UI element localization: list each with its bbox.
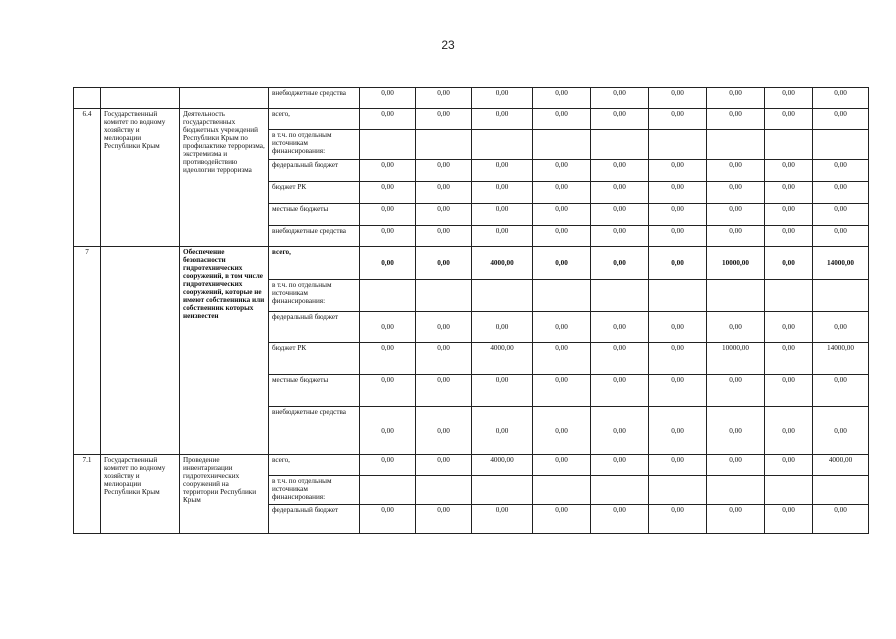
value-cell: 0,00 — [765, 109, 813, 130]
value-cell: 0,00 — [649, 247, 707, 280]
code-cell: 7 — [74, 247, 101, 455]
value-cell: 0,00 — [360, 247, 416, 280]
value-cell: 0,00 — [591, 88, 649, 109]
value-cell: 0,00 — [472, 160, 533, 182]
value-cell: 0,00 — [472, 407, 533, 455]
value-cell: 0,00 — [416, 226, 472, 247]
value-cell: 0,00 — [813, 88, 869, 109]
value-cell: 0,00 — [813, 407, 869, 455]
value-cell: 0,00 — [360, 109, 416, 130]
value-cell: 0,00 — [591, 226, 649, 247]
value-cell — [813, 476, 869, 505]
value-cell — [649, 280, 707, 312]
value-cell — [813, 280, 869, 312]
value-cell: 0,00 — [649, 375, 707, 407]
value-cell: 0,00 — [533, 226, 591, 247]
value-cell: 0,00 — [591, 343, 649, 375]
value-cell: 0,00 — [591, 375, 649, 407]
value-cell: 0,00 — [533, 407, 591, 455]
executor-cell: Государственный комитет по водному хозяйству и мелиорации Республики Крым — [101, 455, 180, 534]
funding-source-cell: внебюджетные средства — [269, 407, 360, 455]
value-cell: 0,00 — [416, 312, 472, 343]
executor-cell: Государственный комитет по водному хозяйству и мелиорации Республики Крым — [101, 109, 180, 247]
value-cell: 0,00 — [813, 182, 869, 204]
table-row — [74, 455, 869, 476]
value-cell: 0,00 — [649, 88, 707, 109]
value-cell: 0,00 — [472, 204, 533, 226]
value-cell: 0,00 — [360, 226, 416, 247]
value-cell: 0,00 — [472, 375, 533, 407]
value-cell: 0,00 — [533, 109, 591, 130]
value-cell: 0,00 — [765, 182, 813, 204]
value-cell — [533, 130, 591, 160]
executor-cell — [101, 247, 180, 455]
funding-source-cell: внебюджетные средства — [269, 88, 360, 109]
funding-source-cell: бюджет РК — [269, 182, 360, 204]
value-cell: 0,00 — [472, 109, 533, 130]
funding-source-cell: бюджет РК — [269, 343, 360, 375]
value-cell: 0,00 — [416, 407, 472, 455]
value-cell: 0,00 — [416, 375, 472, 407]
page-number: 23 — [441, 38, 455, 52]
value-cell: 0,00 — [416, 160, 472, 182]
value-cell: 0,00 — [649, 455, 707, 476]
value-cell — [765, 130, 813, 160]
value-cell: 0,00 — [649, 182, 707, 204]
funding-source-cell: внебюджетные средства — [269, 226, 360, 247]
value-cell: 0,00 — [416, 505, 472, 534]
value-cell: 0,00 — [813, 109, 869, 130]
value-cell: 0,00 — [360, 343, 416, 375]
value-cell: 0,00 — [707, 204, 765, 226]
value-cell: 0,00 — [707, 160, 765, 182]
funding-source-cell: местные бюджеты — [269, 375, 360, 407]
value-cell — [765, 280, 813, 312]
value-cell: 0,00 — [472, 226, 533, 247]
budget-table — [73, 87, 869, 534]
value-cell: 0,00 — [360, 204, 416, 226]
table-row — [74, 247, 869, 280]
table-row — [74, 109, 869, 130]
value-cell — [416, 280, 472, 312]
value-cell: 0,00 — [533, 455, 591, 476]
value-cell: 0,00 — [707, 109, 765, 130]
value-cell: 0,00 — [707, 375, 765, 407]
value-cell: 0,00 — [533, 160, 591, 182]
value-cell: 0,00 — [591, 312, 649, 343]
value-cell: 0,00 — [707, 182, 765, 204]
value-cell: 0,00 — [649, 160, 707, 182]
funding-source-cell: федеральный бюджет — [269, 505, 360, 534]
value-cell: 14000,00 — [813, 343, 869, 375]
value-cell: 0,00 — [591, 182, 649, 204]
funding-source-cell: федеральный бюджет — [269, 312, 360, 343]
value-cell: 0,00 — [765, 455, 813, 476]
value-cell: 0,00 — [765, 160, 813, 182]
value-cell: 0,00 — [765, 505, 813, 534]
value-cell: 0,00 — [591, 407, 649, 455]
value-cell — [813, 130, 869, 160]
value-cell: 0,00 — [360, 182, 416, 204]
code-cell: 7.1 — [74, 455, 101, 534]
description-cell: Деятельность государственных бюджетных учреждений Республики Крым по профилактике терроризма, экстремизма и противодействию идеологии терроризма — [180, 109, 269, 247]
value-cell: 0,00 — [649, 505, 707, 534]
value-cell: 0,00 — [765, 375, 813, 407]
value-cell — [649, 130, 707, 160]
funding-source-cell: в т.ч. по отдельным источникам финансирования: — [269, 280, 360, 312]
value-cell: 0,00 — [591, 204, 649, 226]
value-cell: 0,00 — [360, 505, 416, 534]
value-cell: 0,00 — [360, 375, 416, 407]
value-cell: 0,00 — [765, 88, 813, 109]
value-cell: 0,00 — [813, 160, 869, 182]
value-cell: 0,00 — [533, 375, 591, 407]
value-cell: 0,00 — [416, 109, 472, 130]
funding-source-cell: федеральный бюджет — [269, 160, 360, 182]
value-cell: 0,00 — [649, 407, 707, 455]
value-cell: 0,00 — [416, 182, 472, 204]
value-cell: 0,00 — [591, 505, 649, 534]
value-cell: 0,00 — [416, 343, 472, 375]
value-cell: 0,00 — [649, 109, 707, 130]
value-cell: 0,00 — [707, 407, 765, 455]
value-cell: 4000,00 — [472, 343, 533, 375]
funding-source-cell: всего, — [269, 247, 360, 280]
value-cell: 0,00 — [360, 88, 416, 109]
value-cell: 0,00 — [416, 204, 472, 226]
value-cell: 0,00 — [813, 312, 869, 343]
value-cell — [765, 476, 813, 505]
value-cell: 0,00 — [533, 182, 591, 204]
value-cell: 0,00 — [360, 160, 416, 182]
value-cell: 0,00 — [591, 160, 649, 182]
value-cell: 0,00 — [813, 204, 869, 226]
value-cell — [416, 130, 472, 160]
value-cell: 0,00 — [472, 312, 533, 343]
value-cell — [707, 476, 765, 505]
value-cell: 0,00 — [591, 109, 649, 130]
value-cell: 0,00 — [360, 312, 416, 343]
value-cell: 0,00 — [765, 247, 813, 280]
value-cell: 0,00 — [765, 312, 813, 343]
value-cell: 0,00 — [707, 505, 765, 534]
value-cell: 0,00 — [813, 375, 869, 407]
funding-source-cell: всего, — [269, 109, 360, 130]
value-cell: 0,00 — [707, 312, 765, 343]
value-cell: 0,00 — [765, 204, 813, 226]
value-cell: 0,00 — [649, 312, 707, 343]
value-cell — [472, 130, 533, 160]
value-cell: 0,00 — [472, 88, 533, 109]
value-cell: 0,00 — [765, 343, 813, 375]
value-cell: 0,00 — [707, 455, 765, 476]
value-cell — [649, 476, 707, 505]
value-cell: 10000,00 — [707, 343, 765, 375]
value-cell: 0,00 — [533, 312, 591, 343]
value-cell: 0,00 — [707, 88, 765, 109]
value-cell: 0,00 — [707, 226, 765, 247]
description-cell: Обеспечение безопасности гидротехнических сооружений, в том числе гидротехнических сооружений, которые не имеют собственника или собственник которых неизвестен — [180, 247, 269, 455]
value-cell — [472, 280, 533, 312]
value-cell: 0,00 — [360, 455, 416, 476]
value-cell — [360, 280, 416, 312]
value-cell — [533, 280, 591, 312]
value-cell: 4000,00 — [472, 247, 533, 280]
value-cell: 0,00 — [765, 407, 813, 455]
value-cell — [533, 476, 591, 505]
code-cell — [74, 88, 101, 109]
value-cell: 0,00 — [533, 343, 591, 375]
value-cell: 14000,00 — [813, 247, 869, 280]
value-cell: 0,00 — [360, 407, 416, 455]
value-cell: 0,00 — [533, 247, 591, 280]
value-cell: 0,00 — [472, 505, 533, 534]
value-cell — [472, 476, 533, 505]
value-cell: 4000,00 — [813, 455, 869, 476]
value-cell — [707, 130, 765, 160]
value-cell: 0,00 — [533, 505, 591, 534]
value-cell: 0,00 — [649, 204, 707, 226]
description-cell — [180, 88, 269, 109]
value-cell: 0,00 — [472, 182, 533, 204]
value-cell: 0,00 — [649, 343, 707, 375]
value-cell: 0,00 — [416, 88, 472, 109]
value-cell: 0,00 — [533, 204, 591, 226]
code-cell: 6.4 — [74, 109, 101, 247]
description-cell: Проведение инвентаризации гидротехнических сооружений на территории Республики Крым — [180, 455, 269, 534]
table-row — [74, 88, 869, 109]
executor-cell — [101, 88, 180, 109]
value-cell: 0,00 — [813, 505, 869, 534]
value-cell: 0,00 — [416, 247, 472, 280]
value-cell — [360, 130, 416, 160]
value-cell: 0,00 — [591, 247, 649, 280]
value-cell: 4000,00 — [472, 455, 533, 476]
funding-source-cell: всего, — [269, 455, 360, 476]
value-cell — [591, 280, 649, 312]
value-cell: 0,00 — [765, 226, 813, 247]
funding-source-cell: местные бюджеты — [269, 204, 360, 226]
value-cell: 10000,00 — [707, 247, 765, 280]
value-cell — [591, 476, 649, 505]
value-cell — [707, 280, 765, 312]
value-cell: 0,00 — [591, 455, 649, 476]
value-cell: 0,00 — [416, 455, 472, 476]
value-cell — [416, 476, 472, 505]
value-cell: 0,00 — [649, 226, 707, 247]
funding-source-cell: в т.ч. по отдельным источникам финансирования: — [269, 476, 360, 505]
value-cell: 0,00 — [533, 88, 591, 109]
value-cell — [360, 476, 416, 505]
funding-source-cell: в т.ч. по отдельным источникам финансирования: — [269, 130, 360, 160]
value-cell: 0,00 — [813, 226, 869, 247]
value-cell — [591, 130, 649, 160]
